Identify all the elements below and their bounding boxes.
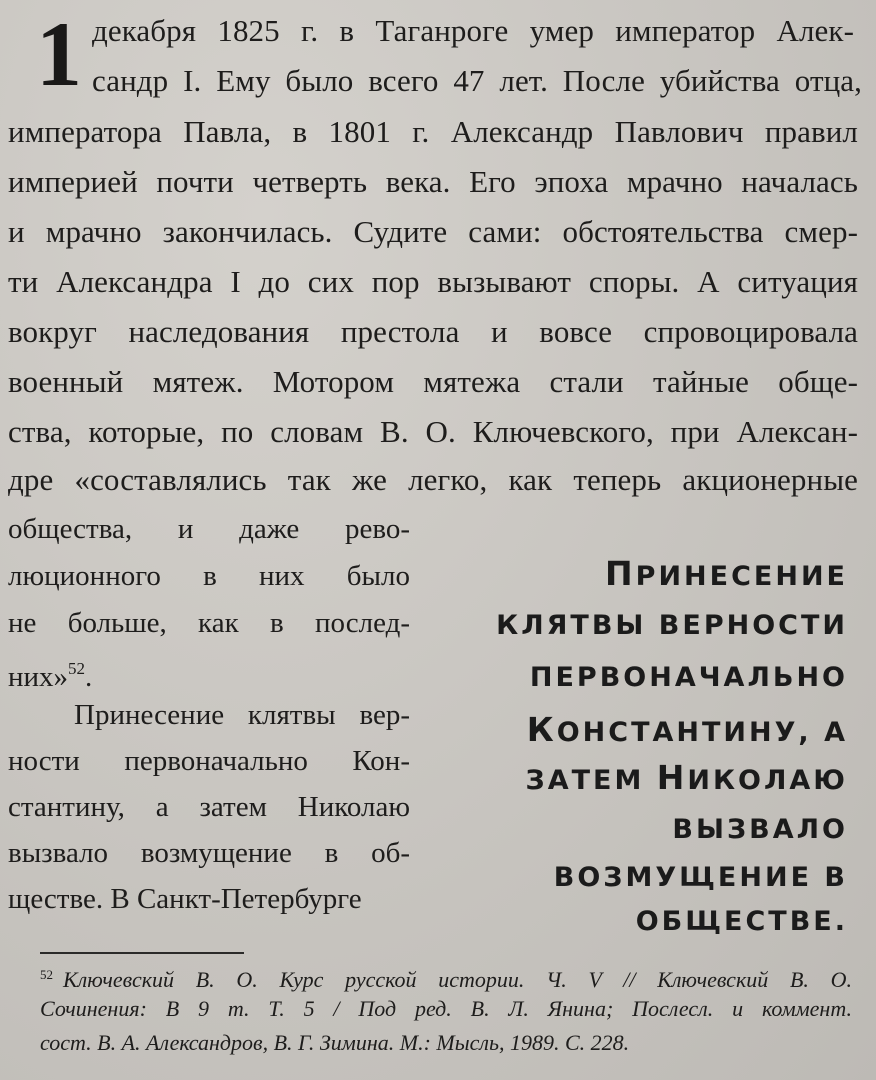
footnote-line: $^{52}$ Ключевский В. О. Курс русской истории. Ч. V // Ключевский В. О. [40,967,852,992]
pull-quote-line: ВЫЗВАЛО [672,814,848,845]
footnote-mark: 52 [40,967,53,982]
text-line: ти Александра I до сих пор вызывают споры. А ситуация [8,264,858,299]
column-line: Принесение клятвы вер- [74,699,410,731]
text-line: и мрачно закончилась. Судите сами: обстоятельства смер- [8,214,858,249]
pull-quote-line: ПРИНЕСЕНИЕ [605,554,848,593]
column-line: общества, и даже рево- [8,513,410,545]
pull-quote-line: ВОЗМУЩЕНИЕ В [553,862,848,893]
footnote-reference[interactable]: 52 [68,659,86,678]
text-line: сандр I. Ему было всего 47 лет. После убийства отца, [92,63,862,98]
pull-quote-line: ОБЩЕСТВЕ. [635,906,848,937]
pull-quote-line: ЗАТЕМ НИКОЛАЮ [525,758,848,797]
text-line: декабря 1825 г. в Таганроге умер император Алек- [92,13,854,48]
text-line: дре «составлялись так же легко, как теперь акционерные [8,462,858,497]
drop-cap: 1 [36,3,82,105]
column-line-last [8,646,410,692]
pull-quote-line: ПЕРВОНАЧАЛЬНО [529,662,848,693]
text-line: военный мятеж. Мотором мятежа стали тайные обще- [8,364,858,399]
footnote-divider [40,952,244,954]
column-line: вызвало возмущение в об- [8,837,410,869]
pull-quote-line: КЛЯТВЫ ВЕРНОСТИ [496,610,848,641]
footnote-line: Сочинения: В 9 т. Т. 5 / Под ред. В. Л. Янина; Послесл. и коммент. [40,996,852,1021]
text-line: вокруг наследования престола и вовсе спровоцировала [8,314,858,349]
footnote-line: сост. В. А. Александров, В. Г. Зимина. М.: Мысль, 1989. С. 228. [40,1030,630,1055]
column-text: них» [8,661,69,693]
column-line: люционного в них было [8,560,410,592]
column-line: ществе. В Санкт-Петербурге [8,883,362,915]
pull-quote-line: КОНСТАНТИНУ, А [526,710,848,749]
column-line: не больше, как в послед- [8,607,410,639]
column-period: . [85,661,93,693]
text-line: ства, которые, по словам В. О. Ключевского, при Алексан- [8,414,858,449]
text-line: императора Павла, в 1801 г. Александр Павлович правил [8,114,858,149]
column-line: стантину, а затем Николаю [8,791,410,823]
text-line: империей почти четверть века. Его эпоха мрачно началась [8,164,858,199]
column-line: ности первоначально Кон- [8,745,410,777]
